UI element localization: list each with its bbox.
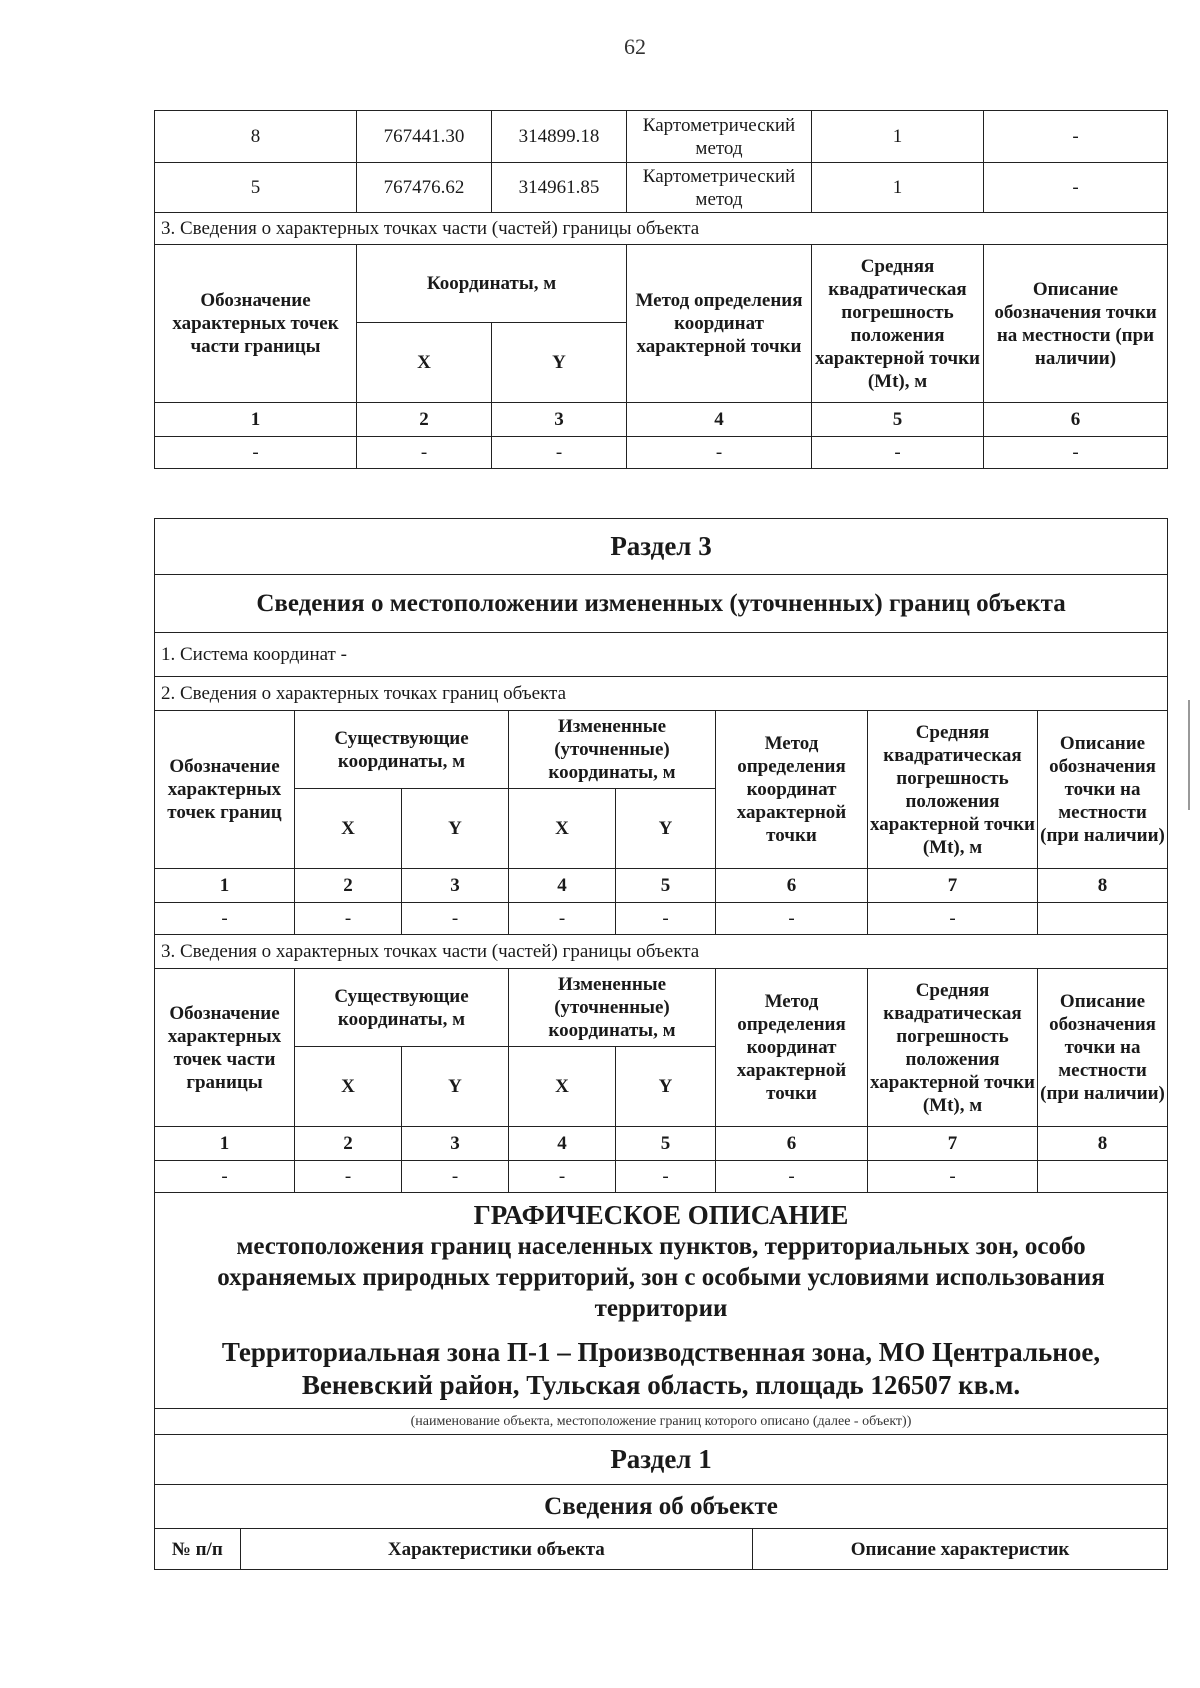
empty-cell: - — [295, 1161, 402, 1193]
section1-title: Раздел 1 — [155, 1435, 1168, 1485]
method: Картометрический метод — [627, 163, 812, 213]
coord-y: 314899.18 — [492, 111, 627, 163]
col-number: 1 — [155, 403, 357, 437]
header-mt: Средняя квадратическая погрешность положения характерной точки (Mt), м — [812, 245, 984, 403]
header-characteristics: Характеристики объекта — [240, 1529, 753, 1569]
empty-cell: - — [716, 903, 868, 935]
empty-cell: - — [616, 903, 716, 935]
point-number: 5 — [155, 163, 357, 213]
col-number: 4 — [627, 403, 812, 437]
object-info-header — [155, 1529, 1167, 1569]
header-method: Метод определения координат характерной точки — [716, 969, 868, 1127]
col-number: 3 — [492, 403, 627, 437]
column-numbers-row — [155, 1127, 1168, 1161]
col-number: 3 — [402, 1127, 509, 1161]
empty-cell: - — [155, 1161, 295, 1193]
col-number: 5 — [812, 403, 984, 437]
header-number: № п/п — [155, 1529, 240, 1569]
mt-value: 1 — [812, 163, 984, 213]
header-designation: Обозначение характерных точек границ — [155, 711, 295, 869]
empty-cell: - — [402, 903, 509, 935]
header-mt: Средняя квадратическая погрешность положения характерной точки (Mt), м — [868, 969, 1038, 1127]
col-number: 5 — [616, 869, 716, 903]
point-desc: - — [984, 163, 1168, 213]
table-row — [155, 903, 1168, 935]
col-number: 8 — [1038, 1127, 1168, 1161]
header-method: Метод определения координат характерной точки — [716, 711, 868, 869]
col-number: 7 — [868, 869, 1038, 903]
col-number: 2 — [295, 1127, 402, 1161]
method: Картометрический метод — [627, 111, 812, 163]
empty-cell: - — [616, 1161, 716, 1193]
col-number: 6 — [716, 869, 868, 903]
empty-cell — [1038, 903, 1168, 935]
col-number: 8 — [1038, 869, 1168, 903]
empty-cell: - — [509, 1161, 616, 1193]
table-row — [155, 1161, 1168, 1193]
section3-subtitle: Сведения о местоположении измененных (уточненных) границ объекта — [155, 575, 1168, 633]
header-y: Y — [492, 323, 627, 403]
header-x: X — [295, 1047, 402, 1127]
header-y: Y — [402, 789, 509, 869]
points-title: 2. Сведения о характерных точках границ объекта — [155, 677, 1168, 711]
empty-cell: - — [492, 437, 627, 469]
empty-cell: - — [295, 903, 402, 935]
header-y: Y — [616, 789, 716, 869]
zone-line-2: Веневский район, Тульская область, площадь 126507 кв.м. — [301, 1370, 1021, 1400]
col-number: 1 — [155, 869, 295, 903]
point-desc: - — [984, 111, 1168, 163]
mt-value: 1 — [812, 111, 984, 163]
header-existing: Существующие координаты, м — [295, 711, 509, 789]
header-x: X — [357, 323, 492, 403]
header-description: Описание характеристик — [753, 1529, 1167, 1569]
section-part-title: 3. Сведения о характерных точках части (частей) границы объекта — [155, 213, 1168, 245]
scan-edge-mark — [1188, 700, 1190, 810]
section3-title: Раздел 3 — [155, 519, 1168, 575]
zone-line-1: Территориальная зона П-1 – Производственная зона, МО Центральное, — [221, 1337, 1101, 1367]
empty-cell — [1038, 1161, 1168, 1193]
col-number: 4 — [509, 869, 616, 903]
header-y: Y — [402, 1047, 509, 1127]
header-desc: Описание обозначения точки на местности (при наличии) — [984, 245, 1168, 403]
header-x: X — [509, 789, 616, 869]
header-desc: Описание обозначения точки на местности (при наличии) — [1038, 711, 1168, 869]
header-y: Y — [616, 1047, 716, 1127]
object-caption: (наименование объекта, местоположение границ которого описано (далее - объект)) — [155, 1409, 1168, 1435]
header-designation: Обозначение характерных точек части границы — [155, 245, 357, 403]
header-method: Метод определения координат характерной точки — [627, 245, 812, 403]
empty-cell: - — [868, 903, 1038, 935]
coord-x: 767441.30 — [357, 111, 492, 163]
empty-cell: - — [155, 437, 357, 469]
header-mt: Средняя квадратическая погрешность положения характерной точки (Mt), м — [868, 711, 1038, 869]
header-desc: Описание обозначения точки на местности (при наличии) — [1038, 969, 1168, 1127]
table-row — [155, 111, 1168, 163]
coord-x: 767476.62 — [357, 163, 492, 213]
section3-table — [154, 518, 1168, 1570]
col-number: 1 — [155, 1127, 295, 1161]
coord-system: 1. Система координат - — [155, 633, 1168, 677]
graphic-title: ГРАФИЧЕСКОЕ ОПИСАНИЕ — [473, 1200, 849, 1230]
table-row — [155, 437, 1168, 469]
col-number: 3 — [402, 869, 509, 903]
table-row — [155, 163, 1168, 213]
page-number: 62 — [624, 34, 646, 59]
col-number: 2 — [357, 403, 492, 437]
graphic-subtitle: местоположения границ населенных пунктов, территориальных зон, особо охраняемых природных территорий, зон с особыми условиями использования территории — [217, 1233, 1105, 1322]
empty-cell: - — [868, 1161, 1038, 1193]
column-numbers-row — [155, 869, 1168, 903]
empty-cell: - — [716, 1161, 868, 1193]
empty-cell: - — [402, 1161, 509, 1193]
col-number: 4 — [509, 1127, 616, 1161]
col-number: 6 — [716, 1127, 868, 1161]
header-designation: Обозначение характерных точек части границы — [155, 969, 295, 1127]
header-existing: Существующие координаты, м — [295, 969, 509, 1047]
col-number: 2 — [295, 869, 402, 903]
coord-y: 314961.85 — [492, 163, 627, 213]
top-points-table — [154, 110, 1168, 469]
column-numbers-row — [155, 403, 1168, 437]
col-number: 7 — [868, 1127, 1038, 1161]
section1-subtitle: Сведения об объекте — [155, 1485, 1168, 1529]
part-title: 3. Сведения о характерных точках части (частей) границы объекта — [155, 935, 1168, 969]
header-x: X — [509, 1047, 616, 1127]
empty-cell: - — [984, 437, 1168, 469]
point-number: 8 — [155, 111, 357, 163]
empty-cell: - — [627, 437, 812, 469]
header-x: X — [295, 789, 402, 869]
header-changed: Измененные (уточненные) координаты, м — [509, 711, 716, 789]
empty-cell: - — [509, 903, 616, 935]
empty-cell: - — [357, 437, 492, 469]
header-coords: Координаты, м — [357, 245, 627, 323]
empty-cell: - — [812, 437, 984, 469]
graphic-description — [155, 1193, 1168, 1409]
col-number: 5 — [616, 1127, 716, 1161]
empty-cell: - — [155, 903, 295, 935]
col-number: 6 — [984, 403, 1168, 437]
header-changed: Измененные (уточненные) координаты, м — [509, 969, 716, 1047]
